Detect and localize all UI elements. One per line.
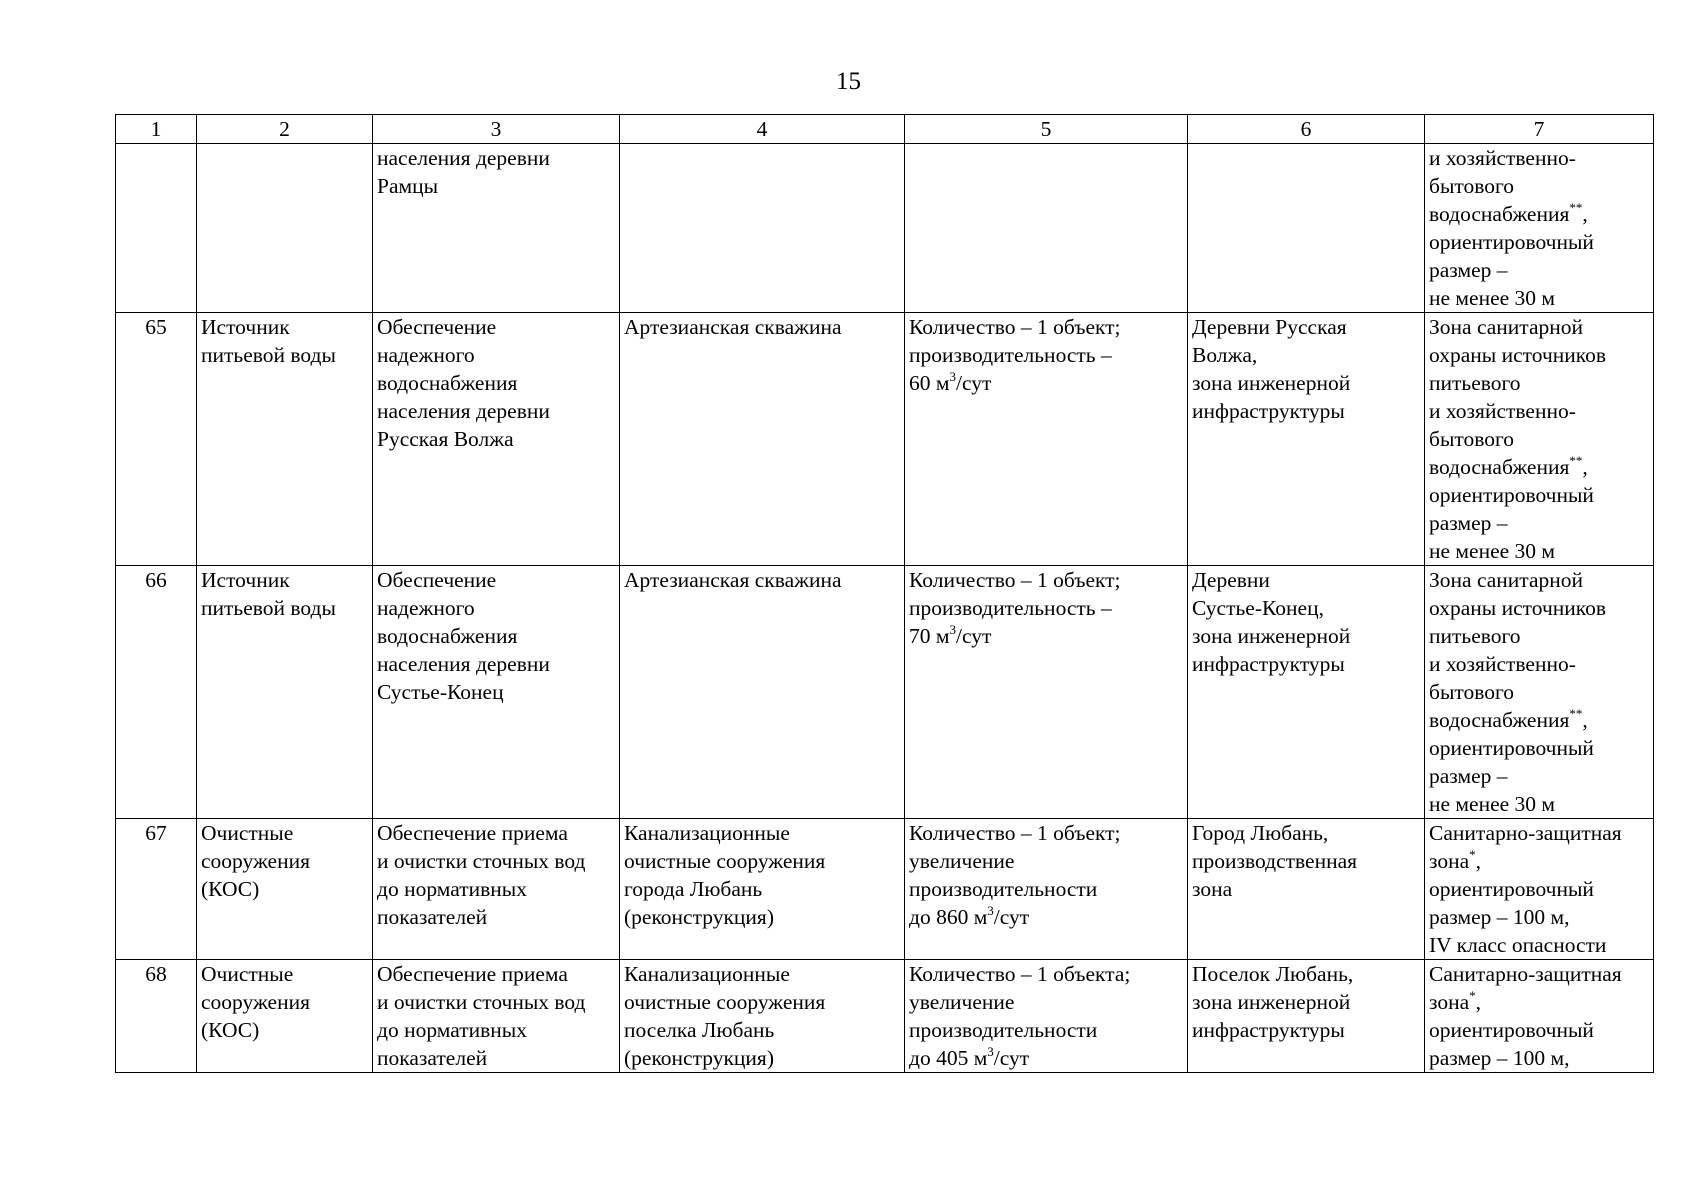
table-row (116, 960, 1654, 1073)
column-number-6: 6 (1188, 115, 1425, 144)
column-number-3: 3 (373, 115, 620, 144)
object-purpose: Обеспечение надежного водоснабжения населения деревни Русская Волжа (373, 313, 620, 566)
object-purpose: Обеспечение надежного водоснабжения населения деревни Сустье-Конец (373, 566, 620, 819)
object-zone: Санитарно-защитная зона*, ориентировочный размер – 100 м, IV класс опасности (1425, 819, 1654, 960)
column-number-5: 5 (905, 115, 1188, 144)
object-location (1188, 144, 1425, 313)
table-row (116, 819, 1654, 960)
row-number: 67 (116, 819, 197, 960)
column-number-4: 4 (620, 115, 905, 144)
object-location: Поселок Любань, зона инженерной инфраструктуры (1188, 960, 1425, 1073)
object-description: Канализационные очистные сооружения города Любань (реконструкция) (620, 819, 905, 960)
object-characteristics: Количество – 1 объект; производительность – 70 $м^3$/сут (905, 566, 1188, 819)
object-zone: Зона санитарной охраны источников питьевого и хозяйственно- бытового водоснабжения**, ориентировочный размер – не менее 30 м (1425, 313, 1654, 566)
object-name: Очистные сооружения (КОС) (197, 960, 373, 1073)
object-name: Очистные сооружения (КОС) (197, 819, 373, 960)
page-number: 15 (836, 68, 861, 95)
row-number: 66 (116, 566, 197, 819)
object-description (620, 144, 905, 313)
object-name: Источник питьевой воды (197, 313, 373, 566)
object-purpose: Обеспечение приема и очистки сточных вод до нормативных показателей (373, 819, 620, 960)
table-row (116, 313, 1654, 566)
column-number-row (116, 115, 1654, 144)
object-purpose: Обеспечение приема и очистки сточных вод до нормативных показателей (373, 960, 620, 1073)
row-number: 65 (116, 313, 197, 566)
object-characteristics: Количество – 1 объект; производительность – 60 $м^3$/сут (905, 313, 1188, 566)
column-number-1: 1 (116, 115, 197, 144)
object-zone: Санитарно-защитная зона*, ориентировочный размер – 100 м, (1425, 960, 1654, 1073)
object-characteristics (905, 144, 1188, 313)
object-description: Артезианская скважина (620, 313, 905, 566)
object-purpose: населения деревни Рамцы (373, 144, 620, 313)
object-name (197, 144, 373, 313)
object-characteristics: Количество – 1 объекта; увеличение производительности до 405 $м^3$/сут (905, 960, 1188, 1073)
column-number-7: 7 (1425, 115, 1654, 144)
object-name: Источник питьевой воды (197, 566, 373, 819)
object-zone: и хозяйственно- бытового водоснабжения**, ориентировочный размер – не менее 30 м (1425, 144, 1654, 313)
table-row (116, 566, 1654, 819)
object-description: Артезианская скважина (620, 566, 905, 819)
object-zone: Зона санитарной охраны источников питьевого и хозяйственно- бытового водоснабжения**, ориентировочный размер – не менее 30 м (1425, 566, 1654, 819)
object-characteristics: Количество – 1 объект; увеличение производительности до 860 $м^3$/сут (905, 819, 1188, 960)
object-description: Канализационные очистные сооружения поселка Любань (реконструкция) (620, 960, 905, 1073)
object-location: Деревни Сустье-Конец, зона инженерной инфраструктуры (1188, 566, 1425, 819)
table-row (116, 144, 1654, 313)
objects-table (115, 114, 1654, 1073)
row-number (116, 144, 197, 313)
column-number-2: 2 (197, 115, 373, 144)
object-location: Город Любань, производственная зона (1188, 819, 1425, 960)
object-location: Деревни Русская Волжа, зона инженерной инфраструктуры (1188, 313, 1425, 566)
row-number: 68 (116, 960, 197, 1073)
